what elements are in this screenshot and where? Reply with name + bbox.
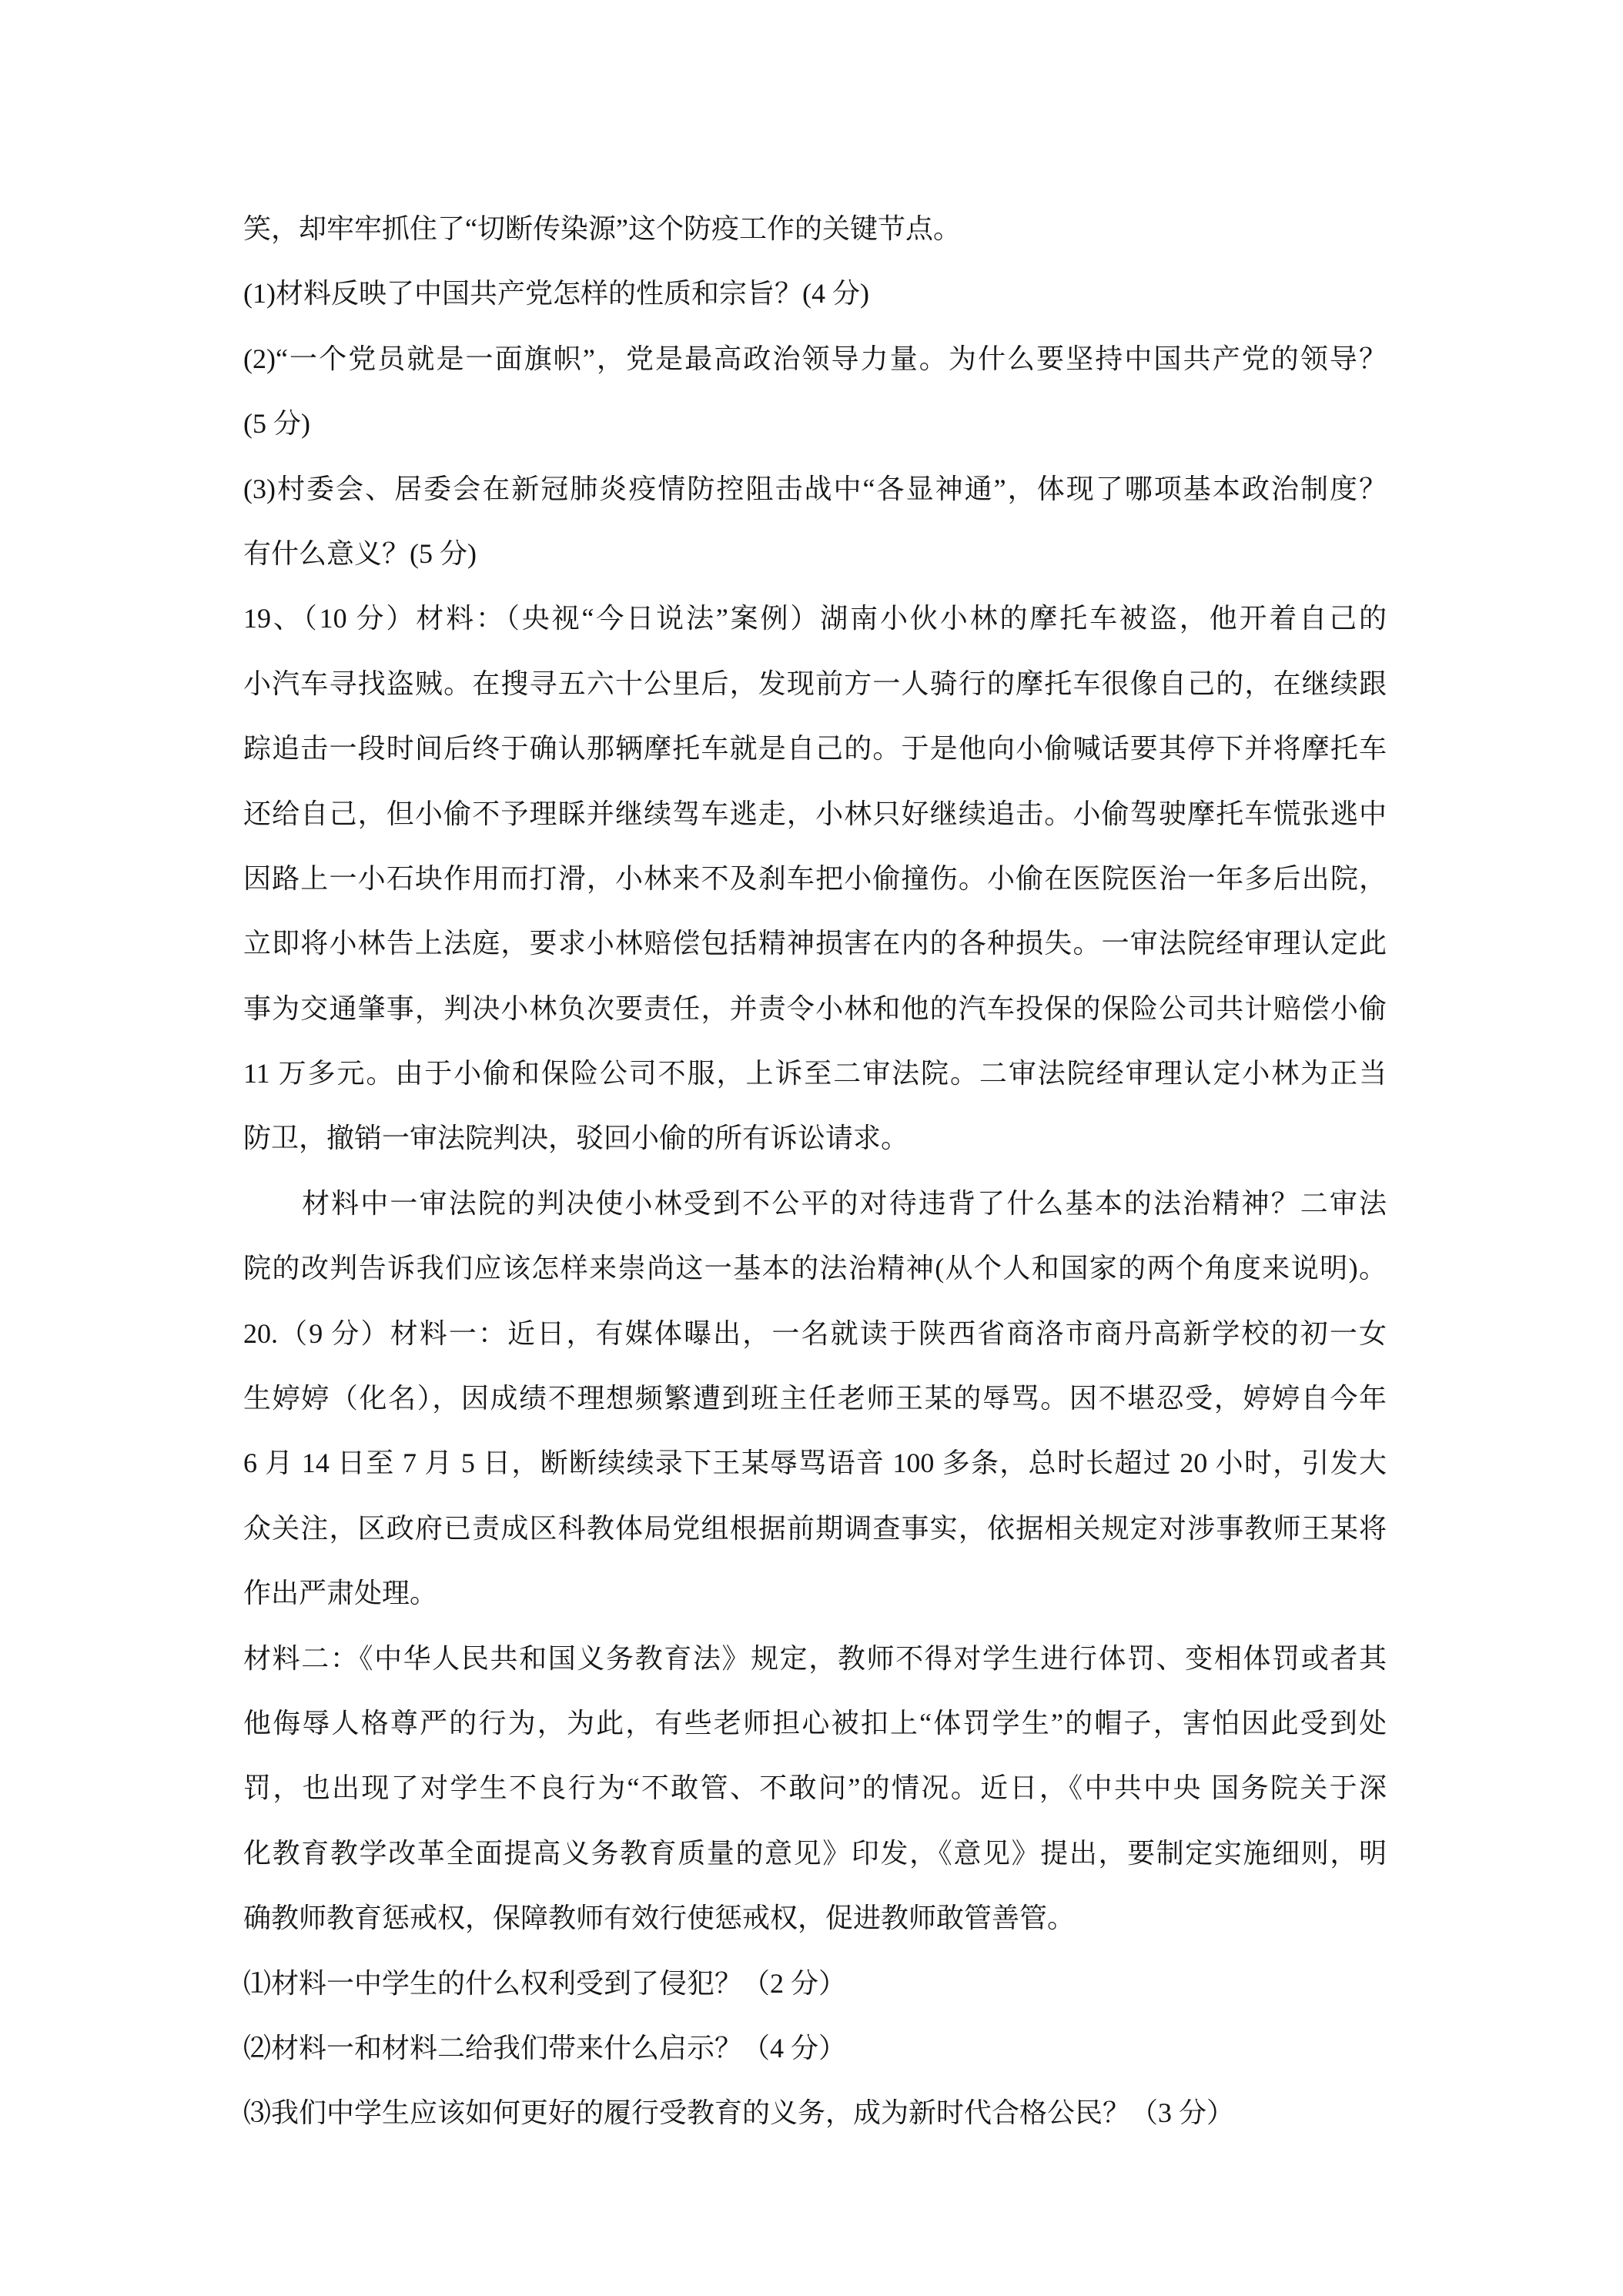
q18-sub-question-3: (3)村委会、居委会在新冠肺炎疫情防控阻击战中“各显神通”，体现了哪项基本政治制度？	[243, 473, 1387, 504]
q19-material-line: 防卫，撤销一审法院判决，驳回小偷的所有诉讼请求。	[243, 1123, 909, 1154]
q19-question-line: 材料中一审法院的判决使小林受到不公平的对待违背了什么基本的法治精神？二审法	[302, 1187, 1387, 1219]
q20-material-1-line: 众关注，区政府已责成区科教体局党组根据前期调查事实，依据相关规定对涉事教师王某将	[243, 1512, 1387, 1544]
q18-sub-question-2: (2)“一个党员就是一面旗帜”，党是最高政治领导力量。为什么要坚持中国共产党的领导？	[243, 343, 1387, 374]
exam-page	[243, 196, 1387, 2146]
q19-material-line: 11 万多元。由于小偷和保险公司不服，上诉至二审法院。二审法院经审理认定小林为正当	[243, 1058, 1387, 1089]
q19-material-line: 小汽车寻找盗贼。在搜寻五六十公里后，发现前方一人骑行的摩托车很像自己的，在继续跟	[243, 668, 1387, 699]
q20-sub-question-3: ⑶我们中学生应该如何更好的履行受教育的义务，成为新时代合格公民？（3 分）	[243, 2097, 1235, 2129]
q20-material-1-line: 作出严肃处理。	[243, 1578, 438, 1609]
q20-sub-question-1: ⑴材料一中学生的什么权利受到了侵犯？（2 分）	[243, 1967, 847, 1999]
q19-material-line: 事为交通肇事，判决小林负次要责任，并责令小林和他的汽车投保的保险公司共计赔偿小偷	[243, 992, 1387, 1024]
q20-material-1-line: 20.（9 分）材料一：近日，有媒体曝出，一名就读于陕西省商洛市商丹高新学校的初一女	[243, 1317, 1387, 1349]
q20-material-2-line: 化教育教学改革全面提高义务教育质量的意见》印发，《意见》提出，要制定实施细则，明	[243, 1837, 1387, 1869]
q18-sub-question-2-score: (5 分)	[243, 408, 310, 440]
q18-material-end-line: 笑，却牢牢抓住了“切断传染源”这个防疫工作的关键节点。	[243, 213, 961, 244]
q20-sub-question-2: ⑵材料一和材料二给我们带来什么启示？（4 分）	[243, 2032, 847, 2063]
question-19-block	[243, 586, 1387, 1300]
q19-material-line: 因路上一小石块作用而打滑，小林来不及刹车把小偷撞伤。小偷在医院医治一年多后出院，	[243, 862, 1387, 894]
question-20-block	[243, 1301, 1387, 2146]
q20-material-1-line: 6 月 14 日至 7 月 5 日，断断续续录下王某辱骂语音 100 多条，总时长超过 20 小时，引发大	[243, 1448, 1387, 1479]
q19-material-line: 立即将小林告上法庭，要求小林赔偿包括精神损害在内的各种损失。一审法院经审理认定此	[243, 928, 1387, 959]
q19-material-line: 踪追击一段时间后终于确认那辆摩托车就是自己的。于是他向小偷喊话要其停下并将摩托车	[243, 733, 1387, 765]
q19-material-line: 还给自己，但小偷不予理睬并继续驾车逃走，小林只好继续追击。小偷驾驶摩托车慌张逃中	[243, 798, 1387, 829]
q20-material-2-line: 他侮辱人格尊严的行为，为此，有些老师担心被扣上“体罚学生”的帽子，害怕因此受到处	[243, 1707, 1387, 1739]
q18-sub-question-3-cont: 有什么意义？(5 分)	[243, 537, 477, 569]
q19-material-line: 19、（10 分）材料：（央视“今日说法”案例）湖南小伙小林的摩托车被盗，他开着自己的	[243, 603, 1387, 634]
q20-material-2-line: 罚，也出现了对学生不良行为“不敢管、不敢问”的情况。近日，《中共中央 国务院关于深	[243, 1772, 1387, 1804]
question-18-block	[243, 196, 1387, 586]
q19-question-line: 院的改判告诉我们应该怎样来崇尚这一基本的法治精神(从个人和国家的两个角度来说明)。	[243, 1253, 1387, 1284]
q20-material-1-line: 生婷婷（化名），因成绩不理想频繁遭到班主任老师王某的辱骂。因不堪忍受，婷婷自今年	[243, 1383, 1387, 1414]
q20-material-2-line: 确教师教育惩戒权，保障教师有效行使惩戒权，促进教师敢管善管。	[243, 1903, 1076, 1934]
q18-sub-question-1: (1)材料反映了中国共产党怎样的性质和宗旨？(4 分)	[243, 278, 869, 310]
q20-material-2-line: 材料二：《中华人民共和国义务教育法》规定，教师不得对学生进行体罚、变相体罚或者其	[243, 1642, 1387, 1674]
